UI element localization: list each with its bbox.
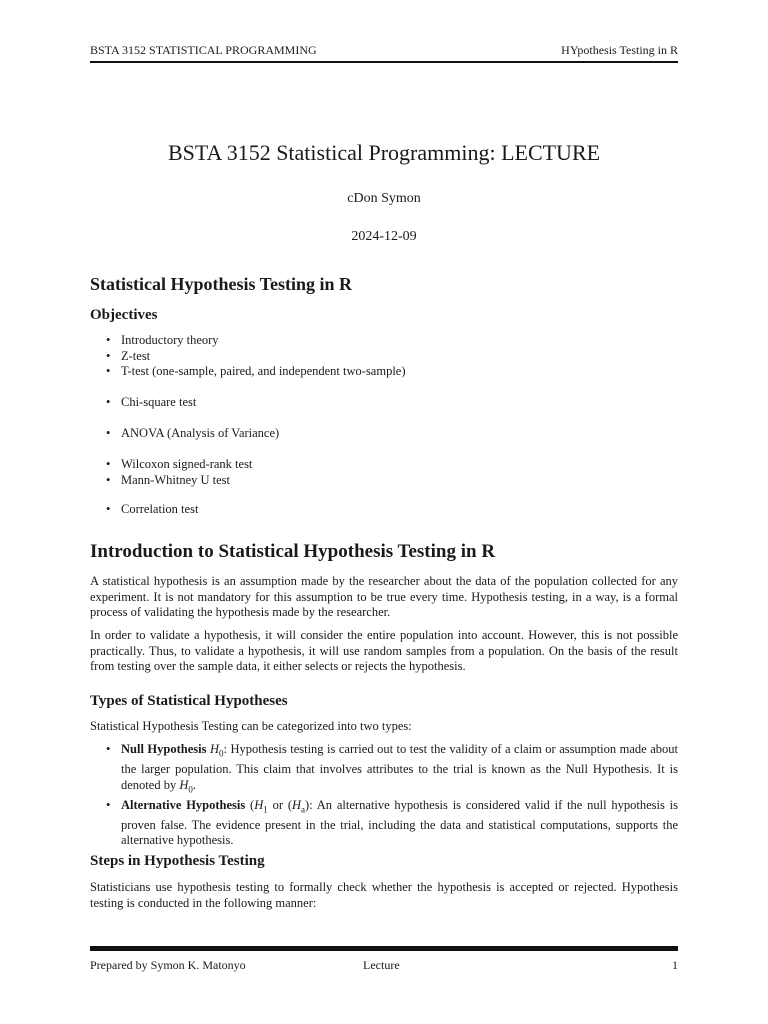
list-item: • Introductory theory: [90, 333, 406, 349]
document-author: cDon Symon: [347, 191, 421, 206]
header-topic: HYpothesis Testing in R: [561, 43, 678, 57]
alt-symbol-2: H: [291, 797, 302, 812]
null-hypothesis-label: Null Hypothesis: [121, 742, 207, 756]
null-subscript: 0: [219, 748, 224, 759]
list-item: • Correlation test: [90, 502, 198, 518]
objectives-list-a: [90, 333, 406, 380]
null-subscript-end: 0: [188, 784, 193, 795]
document-date: 2024-12-09: [351, 229, 417, 244]
objectives-heading: Objectives: [90, 307, 158, 323]
null-hypothesis-text: : Hypothesis testing is carried out to test the validity of a claim or assumption made about the larger population. This claim that involves attributes to the trial is known as the Null Hypothesis. It is denoted by: [121, 742, 678, 792]
list-item: • ANOVA (Analysis of Variance): [90, 426, 279, 442]
steps-paragraph: Statisticians use hypothesis testing to formally check whether the hypothesis is accepted or rejected. Hypothesis testing is conducted in the following manner:: [90, 880, 678, 910]
alternative-hypothesis-label: Alternative Hypothesis: [121, 797, 246, 812]
alt-subscript-2: a: [301, 804, 306, 815]
types-intro: Statistical Hypothesis Testing can be categorized into two types:: [90, 719, 412, 733]
objectives-list-b: [90, 395, 196, 411]
alt-or: or: [267, 797, 288, 812]
alt-symbol-1: H: [254, 797, 264, 812]
header-rule: [90, 61, 678, 63]
hypothesis-types-list: [90, 742, 678, 849]
list-item: • Wilcoxon signed-rank test: [90, 457, 252, 473]
section-heading-introduction: Introduction to Statistical Hypothesis Testing in R: [90, 541, 496, 562]
footer-label: Lecture: [363, 958, 400, 972]
types-heading: Types of Statistical Hypotheses: [90, 693, 288, 709]
null-symbol: H: [209, 742, 219, 756]
objectives-list-c: [90, 426, 279, 442]
alternative-hypothesis-text: : An alternative hypothesis is considered valid if the null hypothesis is proven false. The evidence present in the trial, including the data and statistical computations, supports the alternative hypothesis.: [121, 797, 679, 848]
null-symbol-end: H: [179, 777, 189, 792]
list-item: • T-test (one-sample, paired, and independent two-sample): [90, 364, 406, 380]
objectives-list-e: [90, 502, 198, 518]
running-header: [90, 43, 678, 58]
alternative-hypothesis-item: • Alternative Hypothesis ($H_1$ or $(H_a)$: An alternative hypothesis is considered valid if the null hypothesis is proven false. The evidence present in the trial, including the data and statistical computations, supports the alternative hypothesis.: [90, 798, 678, 849]
objectives-list-d: [90, 457, 252, 488]
list-item: • Mann-Whitney U test: [90, 473, 252, 489]
footer-author: Prepared by Symon K. Matonyo: [90, 958, 246, 972]
document-title: BSTA 3152 Statistical Programming: LECTURE: [167, 140, 601, 165]
section-heading-testing: Statistical Hypothesis Testing in R: [90, 274, 353, 294]
footer-rule: [90, 946, 678, 951]
intro-paragraph-2: In order to validate a hypothesis, it will consider the entire population into account. However, this is not possible practically. Thus, to validate a hypothesis, it will use random samples from a population. On the basis of the result from testing over the sample data, it either selects or rejects the hypothesis.: [90, 628, 678, 674]
alt-subscript-1: 1: [263, 804, 268, 815]
list-item: • Chi-square test: [90, 395, 196, 411]
page-number: 1: [672, 958, 678, 972]
header-course: BSTA 3152 STATISTICAL PROGRAMMING: [90, 43, 317, 57]
intro-paragraph-1: A statistical hypothesis is an assumption made by the researcher about the data of the population collected for any experiment. It is not mandatory for this assumption to be true every time. Hypothesis testing, in a way, is a formal process of validating the hypothesis made by the researcher.: [90, 574, 678, 620]
steps-heading: Steps in Hypothesis Testing: [90, 853, 265, 869]
list-item: • Z-test: [90, 349, 406, 365]
null-hypothesis-item: • Null Hypothesis $H_0$: Hypothesis testing is carried out to test the validity of a claim or assumption made about the larger population. This claim that involves attributes to the trial is known as the Null Hypothesis. It is denoted by $H_0$.: [90, 742, 678, 798]
